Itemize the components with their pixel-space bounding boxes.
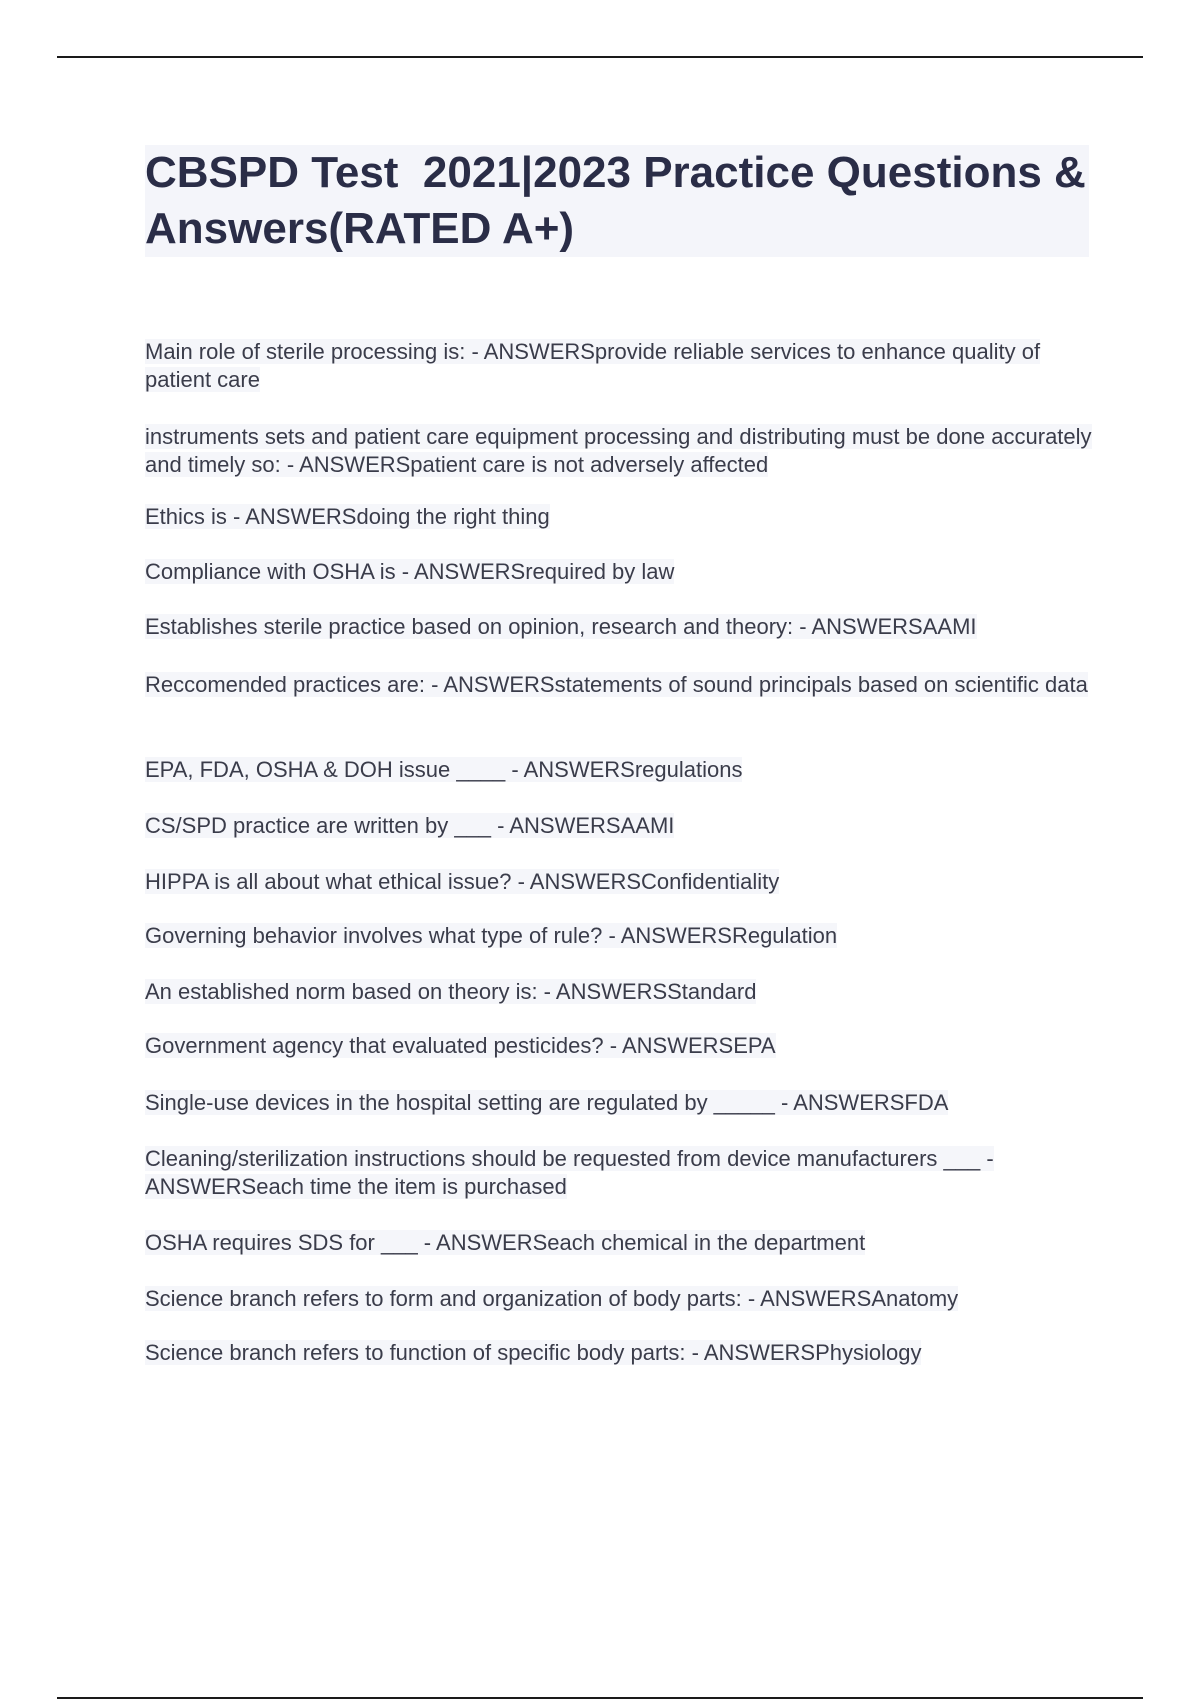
qa-item xyxy=(145,1285,1095,1313)
qa-item xyxy=(145,613,1095,641)
qa-text: Cleaning/sterilization instructions should be requested from device manufacturers ___ - ANSWERSeach time the item is purchased xyxy=(145,1146,994,1199)
qa-item xyxy=(145,671,1095,699)
qa-item xyxy=(145,338,1095,394)
qa-text: HIPPA is all about what ethical issue? - ANSWERSConfidentiality xyxy=(145,869,780,894)
qa-text: Government agency that evaluated pesticides? - ANSWERSEPA xyxy=(145,1033,776,1058)
qa-text: Governing behavior involves what type of rule? - ANSWERSRegulation xyxy=(145,923,838,948)
qa-item xyxy=(145,1339,1095,1367)
qa-text: Science branch refers to form and organization of body parts: - ANSWERSAnatomy xyxy=(145,1286,959,1311)
top-divider xyxy=(57,56,1143,58)
qa-text: Reccomended practices are: - ANSWERSstatements of sound principals based on scientific data xyxy=(145,672,1088,697)
qa-text: OSHA requires SDS for ___ - ANSWERSeach chemical in the department xyxy=(145,1230,866,1255)
document-title: CBSPD Test 2021|2023 Practice Questions & Answers(RATED A+) xyxy=(145,148,1097,253)
qa-item xyxy=(145,812,1095,840)
qa-item xyxy=(145,1145,1095,1201)
qa-item xyxy=(145,868,1095,896)
qa-item xyxy=(145,423,1095,479)
qa-text: Science branch refers to function of specific body parts: - ANSWERSPhysiology xyxy=(145,1340,922,1365)
qa-item xyxy=(145,978,1095,1006)
qa-text: Compliance with OSHA is - ANSWERSrequired by law xyxy=(145,559,675,584)
qa-item xyxy=(145,756,1095,784)
qa-text: An established norm based on theory is: - ANSWERSStandard xyxy=(145,979,757,1004)
qa-item xyxy=(145,1229,1095,1257)
qa-text: Ethics is - ANSWERSdoing the right thing xyxy=(145,504,550,529)
qa-text: Single-use devices in the hospital setting are regulated by _____ - ANSWERSFDA xyxy=(145,1090,949,1115)
qa-item xyxy=(145,503,1095,531)
qa-item xyxy=(145,1032,1095,1060)
title-block xyxy=(145,145,1097,257)
qa-text: Main role of sterile processing is: - ANSWERSprovide reliable services to enhance quality of patient care xyxy=(145,339,1041,392)
qa-text: EPA, FDA, OSHA & DOH issue ____ - ANSWERSregulations xyxy=(145,757,743,782)
qa-item xyxy=(145,1089,1095,1117)
qa-text: CS/SPD practice are written by ___ - ANSWERSAAMI xyxy=(145,813,675,838)
qa-item xyxy=(145,558,1095,586)
qa-text: Establishes sterile practice based on opinion, research and theory: - ANSWERSAAMI xyxy=(145,614,977,639)
qa-item xyxy=(145,922,1095,950)
qa-text: instruments sets and patient care equipment processing and distributing must be done accurately and timely so: - ANSWERSpatient care is not adversely affected xyxy=(145,424,1092,477)
bottom-divider xyxy=(57,1697,1143,1699)
